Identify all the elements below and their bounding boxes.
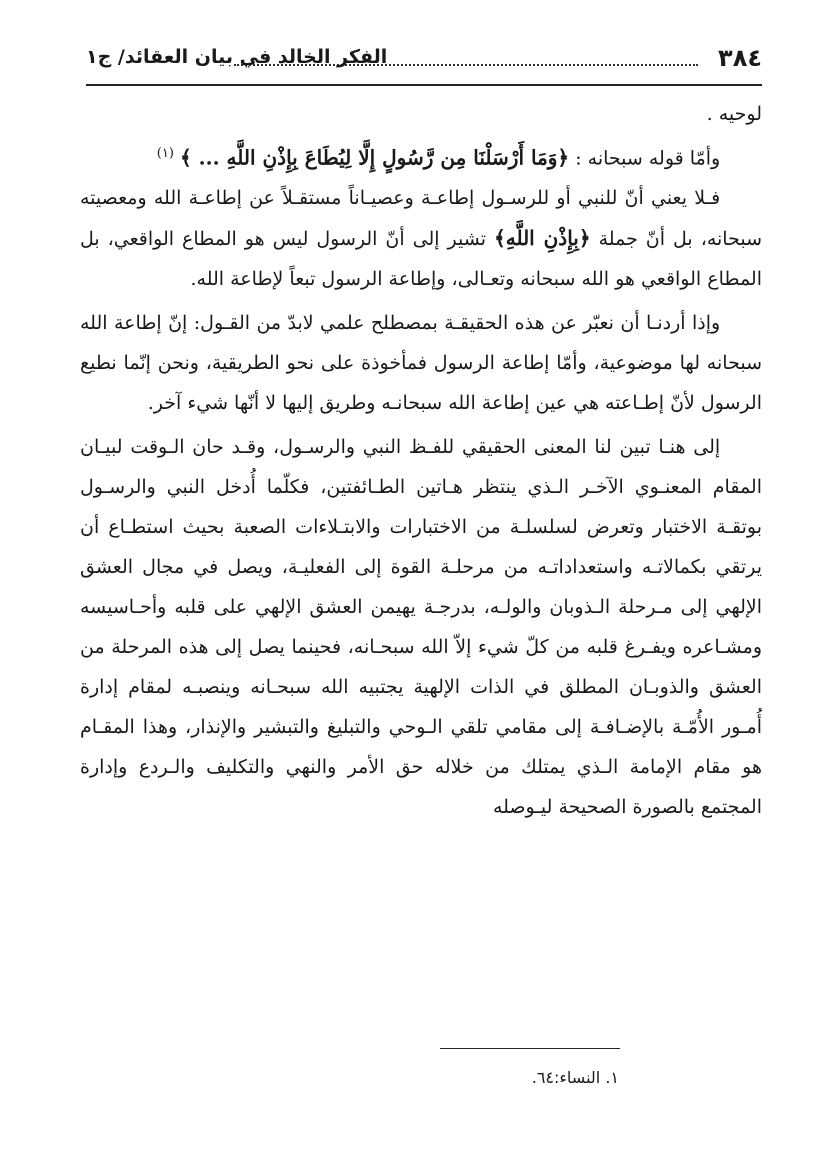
quran-phrase: ﴿بِإِذْنِ اللَّهِ﴾ — [494, 226, 591, 251]
footnote: ١. النساء:٦٤. — [531, 1068, 619, 1087]
page-number: ٣٨٤ — [718, 44, 762, 72]
main-text — [80, 94, 762, 827]
running-title: الفكر الخالد في بيان العقائد/ ج١ — [86, 46, 388, 68]
footnote-rule — [440, 1048, 620, 1049]
quran-verse: ﴿وَمَا أَرْسَلْنَا مِن رَّسُولٍ إِلَّا لِيُطَاعَ بِإِذْنِ اللَّهِ ... ﴾ — [179, 145, 570, 170]
paragraph-3-part-1: فـلا يعني أنّ للنبي أو للرسـول إطاعـة وعصيـاناً مستقـلاً عن إطاعـة الله ومعصيته سبحانه، بل أنّ جملة — [80, 187, 763, 251]
paragraph-1: لوحيه . — [706, 103, 762, 125]
footnote-marker: (١) — [156, 146, 174, 161]
paragraph-4: وإذا أردنـا أن نعبّر عن هذه الحقيقـة بمصطلح علمي لابدّ من القـول: إنّ إطاعة الله سبحانه لها موضوعية، وأمّا إطاعة الرسول فمأخوذة على نحو الطريقية، ونحن إنّما نطيع الرسول لأنّ إطـاعته هي عين إطاعة الله سبحانـه وطريق إليها لا أنّها شيء آخر. — [80, 312, 762, 415]
paragraph-2 — [80, 134, 762, 178]
verse-intro: وأمّا قوله سبحانه : — [575, 147, 721, 170]
paragraph-5: إلى هنـا تبين لنا المعنى الحقيقي للفـظ النبي والرسـول، وقـد حان الـوقت لبيـان المقام المعنـوي الآخـر الـذي ينتظر هـاتين الطـائفتين، فكلّما أُدخل النبي والرسـول بوتقـة الاختبار وتعرض لسلسلـة من الاختبارات والابتـلاءات الصعبة بحيث استطـاع أن يرتقي بكمالاتـه واستعداداتـه من مرحلـة القوة إلى الفعليـة، ويصل في مجال العشق الإلهي إلى مـرحلة الـذوبان والولـه، بدرجـة يهيمن العشق الإلهي على قلبه وأحـاسيسه ومشـاعره ويفـرغ قلبه من كلّ شيء إلاّ الله سبحـانه، فحينما يصل إلى هذه المرحلة من العشق والذوبـان المطلق في الذات الإلهية يجتبيه الله سبحـانه وينصبـه لمقام إدارة أُمـور الأُمّـة بالإضـافـة إلى مقامي تلقي الـوحي والتبليغ والتبشير والإنذار، وهذا المقـام هو مقام الإمامة الـذي يمتلك من خلاله حق الأمر والنهي والتكليف والـردع وإدارة المجتمع بالصورة الصحيحة ليـوصله — [80, 436, 762, 819]
paragraph-3-part-2: تشير إلى أنّ الرسول ليس هو المطاع الواقعي، بل المطاع الواقعي هو الله سبحانه وتعـالى، وإطاعة الرسول تبعاً لإطاعة الله. — [80, 228, 762, 291]
paragraph-3 — [80, 178, 762, 299]
header-rule — [86, 84, 762, 86]
page-header — [86, 42, 762, 82]
